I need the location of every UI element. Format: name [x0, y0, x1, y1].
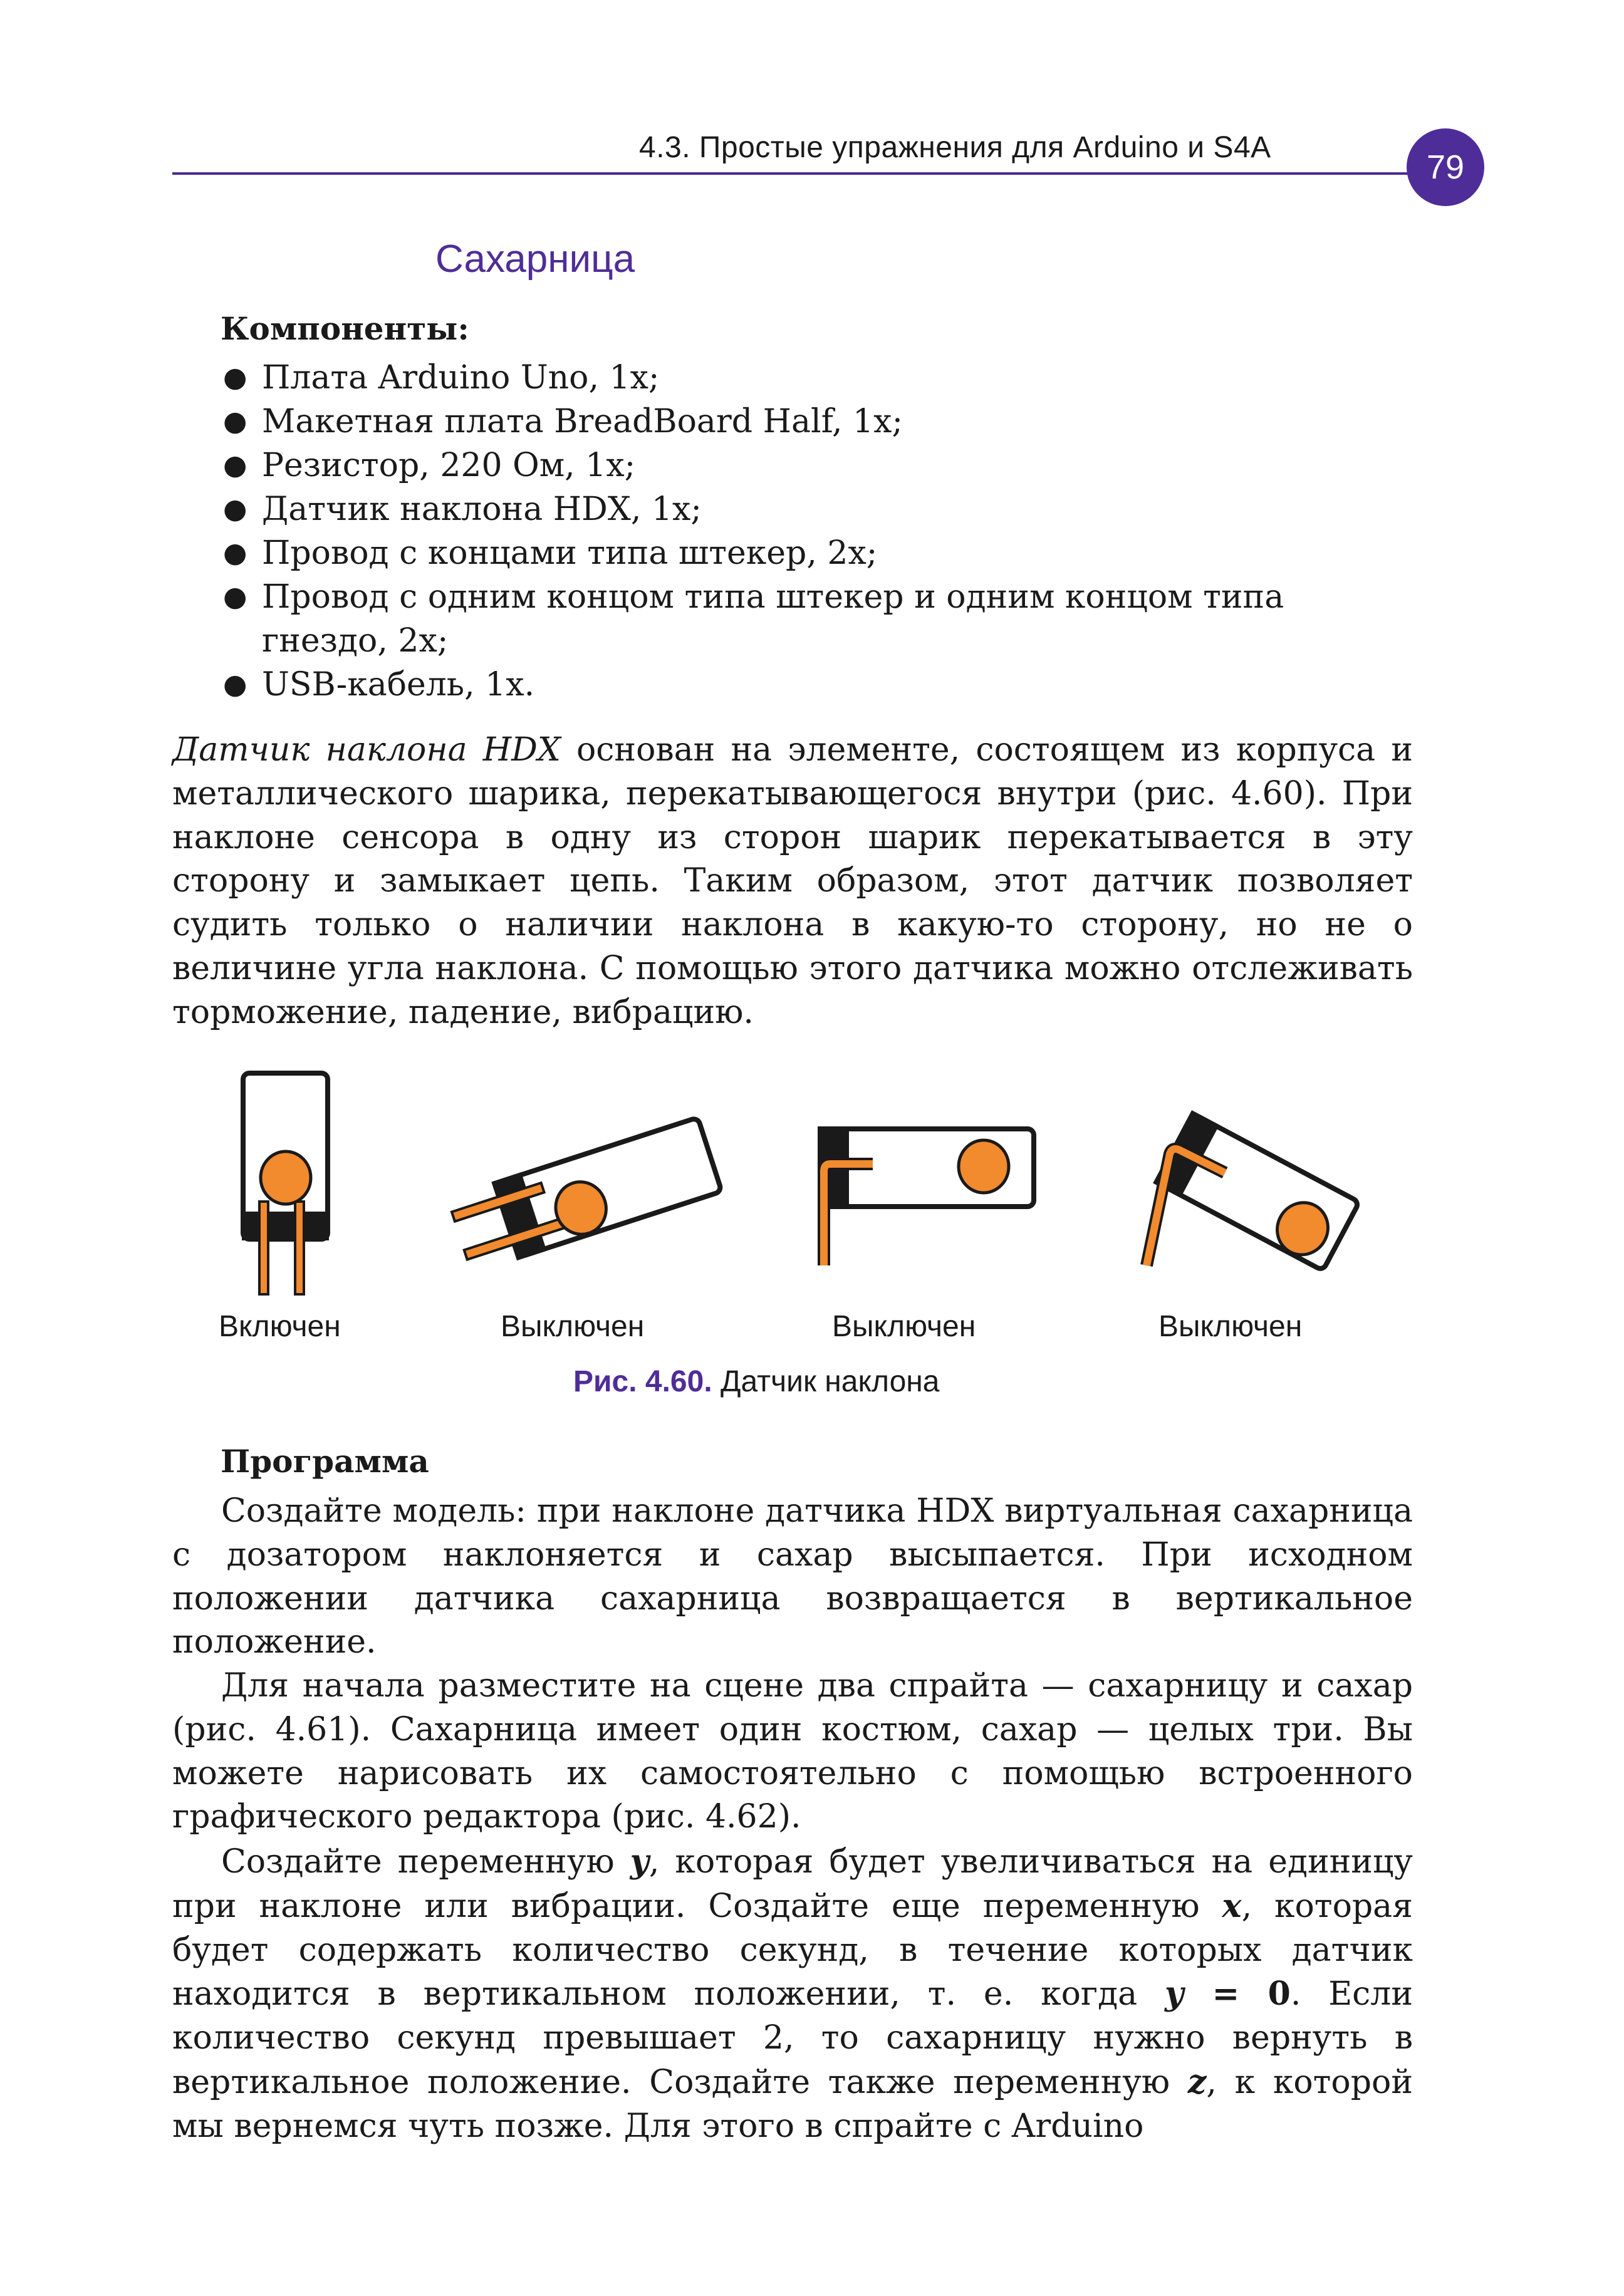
- variable-y: y: [1165, 1975, 1184, 2013]
- list-item: ● USB-кабель, 1x.: [221, 663, 1411, 707]
- term: Датчик наклона HDX: [172, 731, 561, 769]
- list-item: ● Датчик наклона HDX, 1x;: [221, 487, 1411, 531]
- page-number: 79: [1426, 148, 1465, 186]
- list-item: ● Провод с концами типа штекер, 2x;: [221, 531, 1411, 575]
- page-number-badge: [1407, 128, 1484, 206]
- sensor-on-icon: [242, 1073, 329, 1294]
- label-off-3: Выключен: [1158, 1310, 1303, 1343]
- label-off-1: Выключен: [501, 1310, 645, 1343]
- section-title: Сахарница: [435, 237, 635, 281]
- sensor-horizontal-icon: [818, 1126, 1034, 1265]
- list-item: ● Провод с одним концом типа штекер и одним концом типа гнездо, 2x;: [221, 575, 1411, 663]
- variable-z: z: [1187, 2062, 1207, 2101]
- bullet-icon: ●: [223, 537, 247, 569]
- bullet-icon: ●: [223, 581, 247, 613]
- tilt-sensor-figure: [172, 1059, 1425, 1410]
- running-header: 4.3. Простые упражнения для Arduino и S4A: [639, 131, 1271, 164]
- components-heading: Компоненты:: [221, 310, 469, 347]
- bullet-icon: ●: [223, 668, 247, 700]
- figure-caption: Рис. 4.60. Датчик наклона: [573, 1365, 940, 1398]
- bullet-icon: ●: [223, 493, 247, 525]
- program-heading: Программа: [221, 1443, 429, 1480]
- tilt-sensor-diagram: [172, 1059, 1425, 1309]
- program-paragraph-3: Создайте переменную y, которая будет увеличиваться на единицу при наклоне или вибрации. Создайте еще переменную x, которая будет содержать количество секунд, в течение которых датчик находится в вертикальном положении, т. е. когда y = 0. Если количество секунд превышает 2, то сахарницу нужно вернуть в вертикальное положение. Создайте также переменную z, к которой мы вернемся чуть позже. Для этого в спрайте с Arduino: [172, 1842, 1413, 2145]
- intro-paragraph: Датчик наклона HDX основан на элементе, состоящем из корпуса и металлического шарика, перекатывающегося внутри (рис. 4.60). При наклоне сенсора в одну из сторон шарик перекатывается в эту сторону и замыкает цепь. Таким образом, этот датчик позволяет судить только о наличии наклона в какую-то сторону, но не о величине угла наклона. С помощью этого датчика можно отслеживать торможение, падение, вибрацию.: [172, 731, 1413, 1031]
- bullet-icon: ●: [223, 361, 247, 393]
- sensor-tilted-left-icon: [447, 1115, 722, 1275]
- header-rule: [172, 172, 1419, 175]
- label-on: Включен: [219, 1310, 341, 1343]
- program-paragraph-1: Создайте модель: при наклоне датчика HDX виртуальная сахарница с дозатором наклоняется и сахар высыпается. При исходном положении датчика сахарница возвращается в вертикальное положение.: [172, 1492, 1413, 1661]
- list-item: ● Плата Arduino Uno, 1x;: [221, 356, 1411, 400]
- list-item: ● Резистор, 220 Ом, 1x;: [221, 444, 1411, 487]
- bullet-icon: ●: [223, 405, 247, 437]
- figure-number: Рис. 4.60.: [573, 1365, 712, 1398]
- list-item: ● Макетная плата BreadBoard Half, 1x;: [221, 400, 1411, 444]
- bullet-icon: ●: [223, 449, 247, 481]
- program-paragraph-2: Для начала разместите на сцене два спрайта — сахарницу и сахар (рис. 4.61). Сахарница имеет один костюм, сахар — целых три. Вы можете нарисовать их самостоятельно с помощью встроенного графического редактора (рис. 4.62).: [172, 1667, 1413, 1836]
- components-list: [221, 356, 1411, 707]
- label-off-2: Выключен: [832, 1310, 976, 1343]
- sensor-tilted-right-icon: [1153, 1110, 1360, 1273]
- variable-x: x: [1222, 1886, 1242, 1925]
- variable-y: y: [630, 1842, 649, 1881]
